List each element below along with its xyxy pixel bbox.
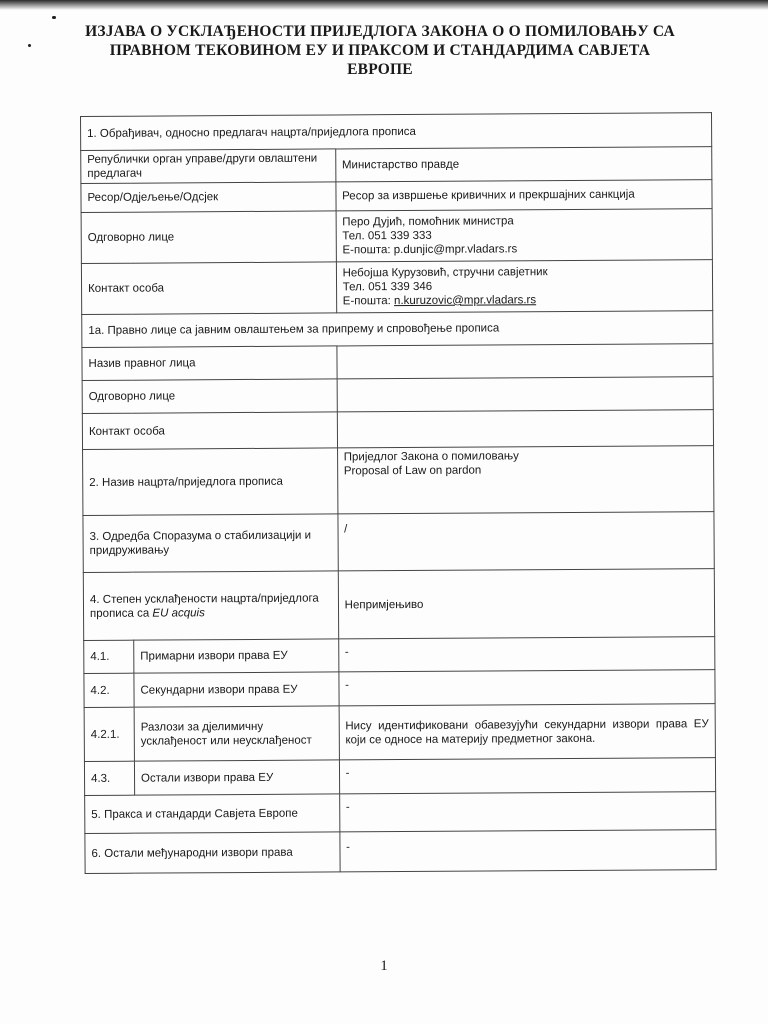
document-title bbox=[60, 22, 700, 79]
contact-phone: Тел. 051 339 346 bbox=[342, 280, 433, 294]
ssa-provision-label: 3. Одредба Споразума о стабилизацији и придруживању bbox=[83, 514, 338, 573]
row-value: - bbox=[338, 637, 715, 672]
organ-value: Министарство правде bbox=[335, 147, 712, 182]
table-row bbox=[84, 758, 715, 796]
legal-entity-responsible-value bbox=[337, 377, 714, 412]
table-row bbox=[81, 147, 712, 184]
eu-acquis-term: EU acquis bbox=[152, 606, 205, 620]
contact-email-prefix: Е-пошта: bbox=[342, 295, 395, 308]
row-value: - bbox=[339, 670, 716, 706]
table-row bbox=[83, 512, 714, 573]
legal-entity-contact-value bbox=[337, 410, 714, 448]
table-row bbox=[84, 637, 715, 674]
legal-entity-name-value bbox=[337, 344, 714, 379]
title-line: ПРАВНОМ ТЕКОВИНОМ ЕУ И ПРАКСОМ И СТАНДАРДИМА САВЈЕТА bbox=[109, 42, 651, 59]
organ-label: Републички орган управе/други овлаштени предлагач bbox=[81, 149, 336, 184]
compliance-degree-value: Непримјењиво bbox=[338, 569, 715, 639]
coe-practice-value: - bbox=[339, 792, 716, 832]
contact-email-line bbox=[343, 292, 706, 308]
resor-label: Ресор/Одјељење/Одсјек bbox=[81, 182, 336, 213]
row-label: Секундарни извори права ЕУ bbox=[134, 672, 339, 707]
title-line: ЕВРОПЕ bbox=[347, 61, 413, 78]
compliance-form-table bbox=[80, 112, 717, 874]
row-value: - bbox=[339, 758, 716, 794]
title-line: ИЗЈАВА О УСКЛАЂЕНОСТИ ПРИЈЕДЛОГА ЗАКОНА О О ПОМИЛОВАЊУ СА bbox=[85, 23, 675, 40]
row-number: 4.2. bbox=[84, 673, 134, 707]
table-row bbox=[84, 704, 715, 762]
page-number: 1 bbox=[380, 958, 388, 974]
coe-practice-label: 5. Пракса и стандарди Савјета Европе bbox=[85, 794, 340, 834]
table-row bbox=[81, 209, 712, 264]
legal-entity-name-label: Назив правног лица bbox=[82, 346, 337, 381]
resor-value: Ресор за извршење кривичних и прекршајних санкција bbox=[336, 180, 713, 211]
table-row bbox=[82, 410, 713, 450]
section-1-header: 1. Обрађивач, односно предлагач нацрта/приједлога прописа bbox=[81, 113, 712, 151]
responsible-email: Е-пошта: p.dunjic@mpr.vladars.rs bbox=[342, 243, 518, 257]
compliance-degree-label-text: 4. Степен усклађености нацрта/приједлога прописа са bbox=[89, 592, 319, 620]
scan-speck bbox=[28, 44, 31, 47]
section-1a-header-row bbox=[82, 311, 713, 348]
contact-email-link[interactable]: n.kuruzovic@mpr.vladars.rs bbox=[394, 294, 537, 308]
row-number: 4.1. bbox=[84, 640, 134, 673]
row-label: Остали извори права ЕУ bbox=[134, 760, 339, 795]
section-1-header-row bbox=[81, 113, 712, 151]
other-intl-sources-value: - bbox=[340, 830, 717, 872]
contact-value bbox=[336, 260, 713, 313]
row-value: Нису идентификовани обавезујући секундарни извори права ЕУ који се односе на материју предметног закона. bbox=[339, 704, 716, 760]
table-row bbox=[83, 569, 714, 641]
ssa-provision-value: / bbox=[338, 512, 715, 571]
draft-name-label: 2. Назив нацрта/приједлога прописа bbox=[83, 448, 338, 516]
table-row bbox=[85, 830, 716, 874]
responsible-phone: Тел. 051 339 333 bbox=[342, 229, 432, 243]
table-row bbox=[84, 670, 715, 708]
table-row bbox=[85, 792, 716, 834]
compliance-degree-label bbox=[83, 571, 338, 641]
row-number: 4.2.1. bbox=[84, 707, 134, 761]
scan-speck bbox=[52, 16, 56, 19]
draft-name-en: Proposal of Law on pardon bbox=[343, 464, 482, 478]
section-1a-header: 1a. Правно лице са јавним овлаштењем за припрему и спровођење прописа bbox=[82, 311, 713, 348]
row-number: 4.3. bbox=[84, 761, 134, 795]
responsible-label: Одговорно лице bbox=[81, 211, 336, 264]
legal-entity-contact-label: Контакт особа bbox=[82, 412, 337, 450]
scan-edge bbox=[0, 0, 768, 10]
responsible-name: Перо Дујић, помоћник министра bbox=[342, 215, 514, 229]
draft-name-sr: Приједлог Закона о помиловању bbox=[343, 450, 519, 464]
table-row bbox=[81, 260, 712, 315]
row-label: Разлози за дјелимичну усклађеност или неусклађеност bbox=[134, 706, 339, 761]
table-row bbox=[82, 344, 713, 381]
table-row bbox=[82, 377, 713, 414]
draft-name-value bbox=[337, 446, 714, 514]
contact-label: Контакт особа bbox=[81, 262, 336, 315]
contact-name: Небојша Курузовић, стручни савјетник bbox=[342, 266, 548, 280]
legal-entity-responsible-label: Одговорно лице bbox=[82, 379, 337, 414]
responsible-value bbox=[336, 209, 713, 262]
table-row bbox=[83, 446, 714, 516]
table-row bbox=[81, 180, 712, 213]
other-intl-sources-label: 6. Остали међународни извори права bbox=[85, 832, 340, 874]
row-label: Примарни извори права ЕУ bbox=[134, 639, 339, 673]
